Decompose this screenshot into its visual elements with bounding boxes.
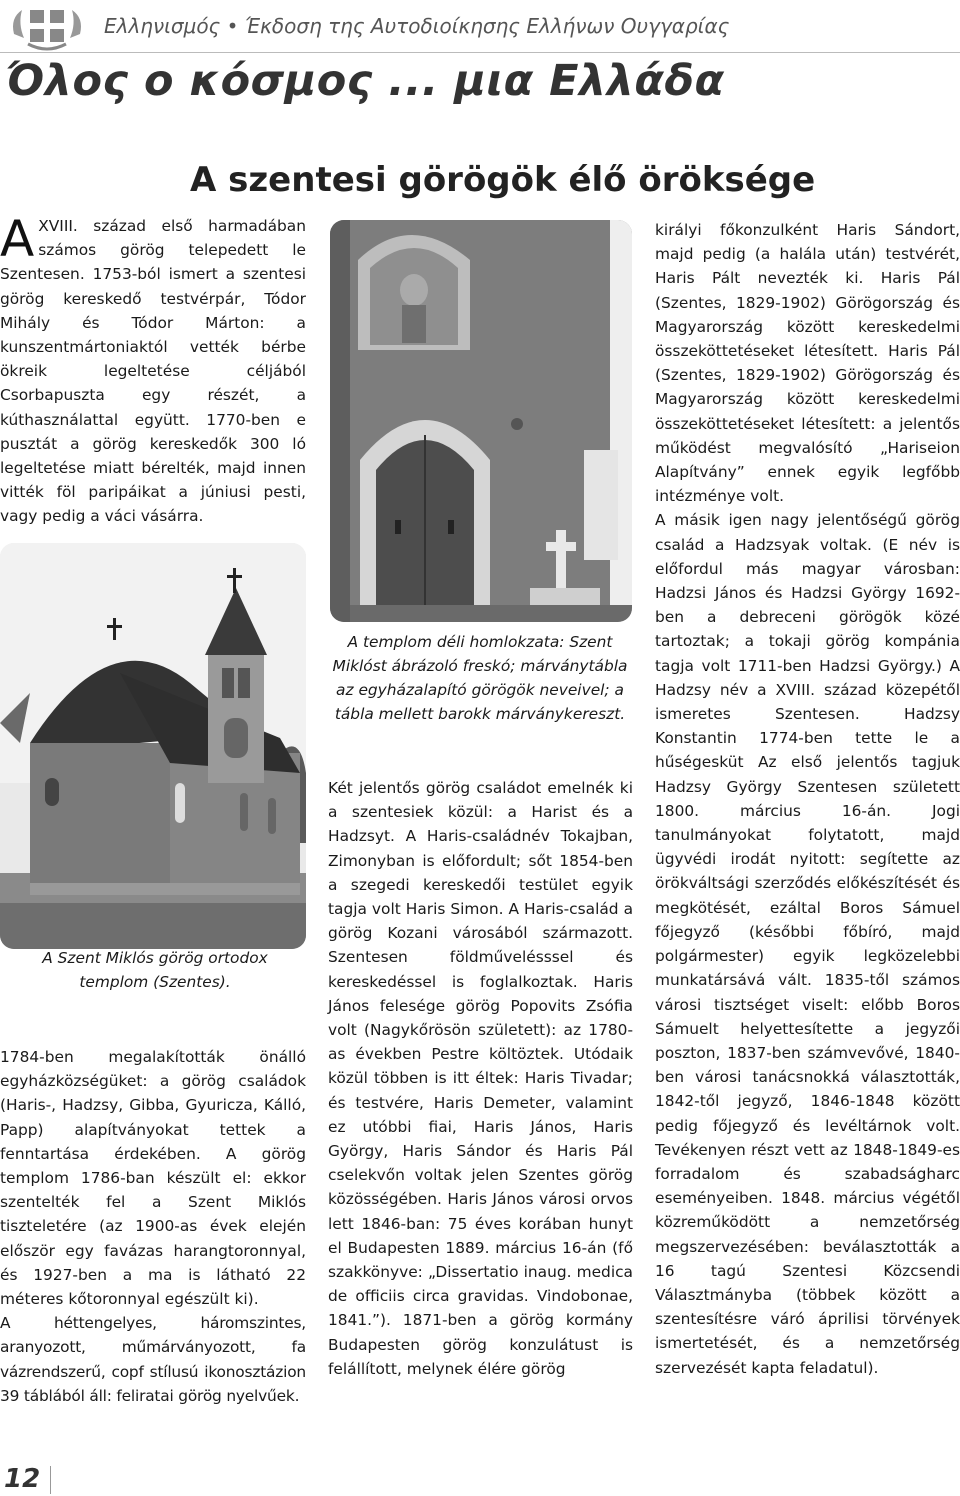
families-paragraph: Két jelentős görög családot emelnék ki a szentesiek közül: a Harist és a Hadzsyt. A Haris-családnév Tokajban, Zimonyban is előfordult; sőt 1854-ben a szegedi kereskedői testület egyik tagja volt Haris Simon. A Haris-család a görög Kozani városából származott. Szentesen földművelésssel és kereskedéssel is foglalkoztak. Haris János felesége görög Popovits Zsófia volt (Nagykőrösön született): az 1780-as években Pestre költöztek. Utódaik közül többen is itt éltek: Haris Tivadar; és testvére, Haris Demeter, valamint ez utóbbi fiai, Haris János, Haris György, Haris Sándor és Haris Pál cselekvőn voltak jelen Szentes görög közösségében. Haris János városi orvos lett 1846-ban: 75 éves korában hunyt el Budapesten 1889. március 16-án (fő szakkönyve: „Dissertatio inaug. medica de officiis circa gravidas. Vindobonae, 1841.”). 1871-ben a görög kormány Budapesten görög konzulátust is felállított, melynek élére görög xyxy=(328,779,633,1378)
page-number: 12 xyxy=(4,1464,41,1494)
page-number-divider xyxy=(50,1466,51,1494)
history-paragraph: 1784-ben megalakították önálló egyházközségüket: a görög családok (Haris-, Hadzsy, Gibba, Gyuricza, Kálló, Papp) alapítványokat tettek a fenntartása érdekében. A görög templom 1786-ban készült el: ekkor szentelték fel a Szent Miklós tiszteletére (az 1900-as évek elején először egy favázas harangtoronnyal, és 1927-ben a ma is látható 22 méteres kőtoronnyal egészült ki). xyxy=(0,1048,306,1309)
facade-photo-caption: A templom déli homlokzata: Szent Miklóst ábrázoló freskó; márványtábla az egyházalapító görögök neveivel; a tábla mellett barokk márványkereszt. xyxy=(332,633,628,723)
drop-cap: A xyxy=(0,210,35,268)
church-facade-photo xyxy=(330,220,632,622)
column-1-intro xyxy=(0,210,306,529)
column-1-continued xyxy=(0,1045,306,1408)
church-photo xyxy=(0,543,306,949)
publication-line: Ελληνισμός • Έκδοση της Αυτοδιοίκησης Ελλήνων Ουγγαρίας xyxy=(104,14,730,38)
hadzsy-paragraph: A másik igen nagy jelentőségű görög család a Hadzsyak voltak. (E név is előfordul más magyar városban: Hadzsi János és Hadzsi György 1692-ben a debreceni görögök közé tartoztak; a tokaji görög kompánia tagja volt 1711-ben Hadzsi György.) A Hadzsy név a XVIII. század közepétől ismeretes Szentesen. Hadzsy Konstantin 1774-ben tette le a hűségesküt Az első jelentős tagjuk Hadzsy György Szentesen született 1800. március 16-án. Jogi tanulmányokat folytatott, majd ügyvédi irodát nyitott: segítette az örökváltsági szerződés előkészítését és megkötését, ezáltal Boros Sámuel főjegyző (későbbi főbíró, majd polgármester) egyik legközelebbi munkatársává vált. 1835-től számos városi tisztséget viselt: előbb Boros Sámuelt helyettesítette a jegyzői poszton, 1837-ben számvevővé, 1840-ben városi tanácsnokká választották, 1842-től jegyző, 1846-1848 között pedig főjegyző és levéltárnok volt. Tevékenyen részt vett az 1848-1849-es forradalom és szabadságharc eseményeiben. 1848. március végétől közreműködött a nemzetőrség megszervezésében: beválasztották a 16 tagú Szentesi Közcsendi Választmányba (többek között a szentesítésre váró áprilisi törvények ismertetését, és a nemzetőrség szervezését kapta feladatul). xyxy=(655,511,960,1377)
greek-flag-crest-icon xyxy=(8,4,86,54)
header-rule xyxy=(0,52,960,53)
magazine-motto: Όλος ο κόσμος ... μια Ελλάδα xyxy=(6,56,725,106)
intro-paragraph: XVIII. század első harmadában számos görög telepedett le Szentesen. 1753-ból ismert a szentesi görög kereskedő testvérpár, Tódor Mihály és Tódor Márton: a kunszentmártoniaktól vették bérbe ökreik legeltetése céljából Csorbapuszta egy részét, a kúthasználattal együtt. 1770-ben e pusztát a görög kereskedők 300 ló legeltetése miatt bérelték, majd innen vitték föl paripáikat a júniusi pesti, vagy pedig a váci vásárra. xyxy=(0,217,306,526)
column-2 xyxy=(328,776,633,1381)
iconostasis-paragraph: A héttengelyes, háromszintes, aranyozott, műmárványozott, fa vázrendszerű, copf stílusú ikonosztázion 39 táblából áll: feliratai görög nyelvűek. xyxy=(0,1314,306,1405)
church-photo-caption: A Szent Miklós görög ortodox templom (Szentes). xyxy=(42,949,268,991)
haris-paragraph: királyi főkonzulként Haris Sándort, majd pedig (a halála után) testvérét, Haris Pált nevezték ki. Haris Pál (Szentes, 1829-1902) Görögország és Magyarország között kereskedelmi összeköttetéseket létesített. Haris Pál (Szentes, 1829-1902) Görögország és Magyarország között kereskedelmi összeköttetéseket létesített: a jelentős működést megvalósító „Hariseion Alapítvány” ennek egyik legfőbb intézménye volt. xyxy=(655,221,960,506)
column-3 xyxy=(655,218,960,1380)
article-title: A szentesi görögök élő öröksége xyxy=(190,160,816,200)
